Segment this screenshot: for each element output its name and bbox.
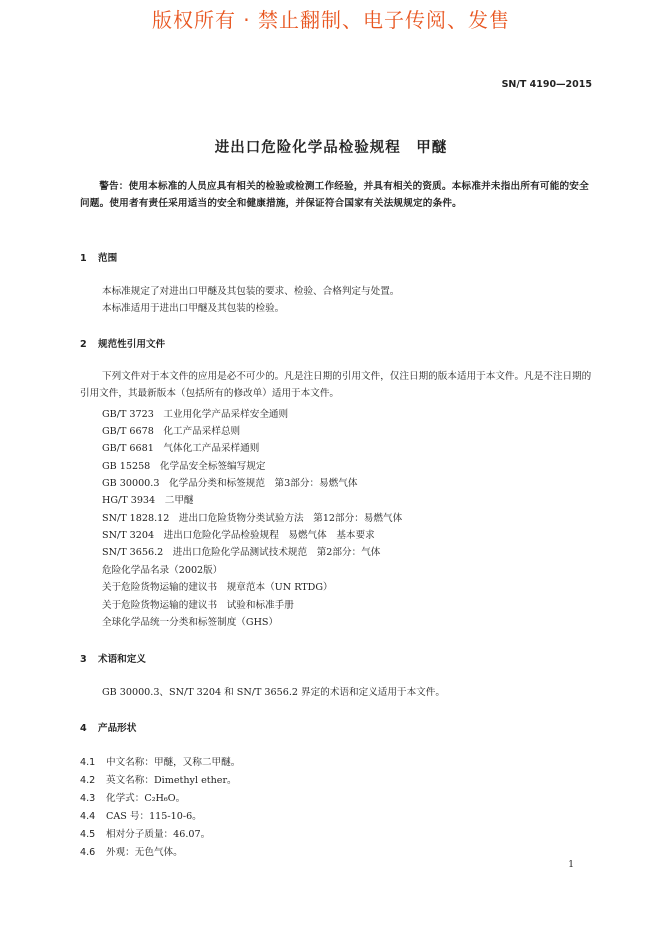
- reference-item: SN/T 1828.12 进出口危险货物分类试验方法 第12部分：易燃气体: [102, 513, 403, 524]
- product-property-item: [80, 826, 210, 840]
- item-text: 外观：无色气体。: [106, 847, 183, 858]
- product-property-item: [80, 844, 183, 858]
- standard-code: SN/T 4190—2015: [501, 79, 592, 90]
- reference-item: 关于危险货物运输的建议书 试验和标准手册: [102, 600, 294, 611]
- section-4-heading: [80, 720, 136, 734]
- section-3-heading: [80, 651, 146, 665]
- reference-item: GB 15258 化学品安全标签编写规定: [102, 461, 266, 472]
- references-intro: 下列文件对于本文件的应用是必不可少的。凡是注日期的引用文件，仅注日期的版本适用于本文件。凡是不注日期的引用文件，其最新版本（包括所有的修改单）适用于本文件。: [80, 371, 592, 399]
- product-property-item: [80, 790, 185, 804]
- item-number: 4.2: [80, 775, 96, 786]
- terms-text: GB 30000.3、SN/T 3204 和 SN/T 3656.2 界定的术语和定义适用于本文件。: [102, 687, 445, 698]
- page-title: 进出口危险化学品检验规程 甲醚: [214, 140, 448, 156]
- item-number: 4.3: [80, 793, 96, 804]
- product-property-item: [80, 772, 237, 786]
- reference-item: GB/T 6678 化工产品采样总则: [102, 426, 241, 437]
- item-text: CAS 号：115-10-6。: [106, 811, 202, 822]
- product-property-item: [80, 808, 202, 822]
- section-2-heading: [80, 336, 165, 350]
- reference-item: 关于危险货物运输的建议书 规章范本（UN RTDG）: [102, 582, 333, 593]
- item-number: 4.4: [80, 811, 96, 822]
- item-text: 相对分子质量：46.07。: [106, 829, 211, 840]
- page-number: 1: [568, 860, 574, 870]
- section-title: 范围: [98, 253, 118, 264]
- section-number: 4: [80, 723, 87, 734]
- item-text: 中文名称：甲醚，又称二甲醚。: [106, 757, 241, 768]
- scope-line: 本标准适用于进出口甲醚及其包装的检验。: [102, 303, 285, 314]
- warning-paragraph: 警告：使用本标准的人员应具有相关的检验或检测工作经验，并具有相关的资质。本标准并未指出所有可能的安全问题。使用者有责任采用适当的安全和健康措施，并保证符合国家有关法规规定的条件。: [80, 181, 589, 209]
- item-text: 英文名称：Dimethyl ether。: [106, 775, 237, 786]
- reference-item: GB/T 3723 工业用化学产品采样安全通则: [102, 409, 289, 420]
- reference-item: HG/T 3934 二甲醚: [102, 495, 194, 506]
- reference-item: GB 30000.3 化学品分类和标签规范 第3部分：易燃气体: [102, 478, 358, 489]
- section-title: 规范性引用文件: [98, 339, 166, 350]
- item-number: 4.6: [80, 847, 96, 858]
- reference-item: GB/T 6681 气体化工产品采样通则: [102, 443, 260, 454]
- section-number: 2: [80, 339, 87, 350]
- reference-item: SN/T 3656.2 进出口危险化学品测试技术规范 第2部分：气体: [102, 547, 381, 558]
- reference-item: 全球化学品统一分类和标签制度（GHS）: [102, 617, 279, 628]
- item-number: 4.1: [80, 757, 96, 768]
- copyright-watermark: 版权所有 · 禁止翻制、电子传阅、发售: [151, 8, 511, 32]
- scope-line: 本标准规定了对进出口甲醚及其包装的要求、检验、合格判定与处置。: [102, 286, 400, 297]
- product-property-item: [80, 754, 240, 768]
- reference-item: 危险化学品名录（2002版）: [102, 565, 223, 576]
- section-number: 1: [80, 253, 87, 264]
- section-number: 3: [80, 654, 87, 665]
- reference-item: SN/T 3204 进出口危险化学品检验规程 易燃气体 基本要求: [102, 530, 375, 541]
- section-1-heading: [80, 250, 117, 264]
- section-title: 产品形状: [98, 723, 137, 734]
- item-number: 4.5: [80, 829, 96, 840]
- section-title: 术语和定义: [98, 654, 146, 665]
- item-text: 化学式：C₂H₆O。: [106, 793, 186, 804]
